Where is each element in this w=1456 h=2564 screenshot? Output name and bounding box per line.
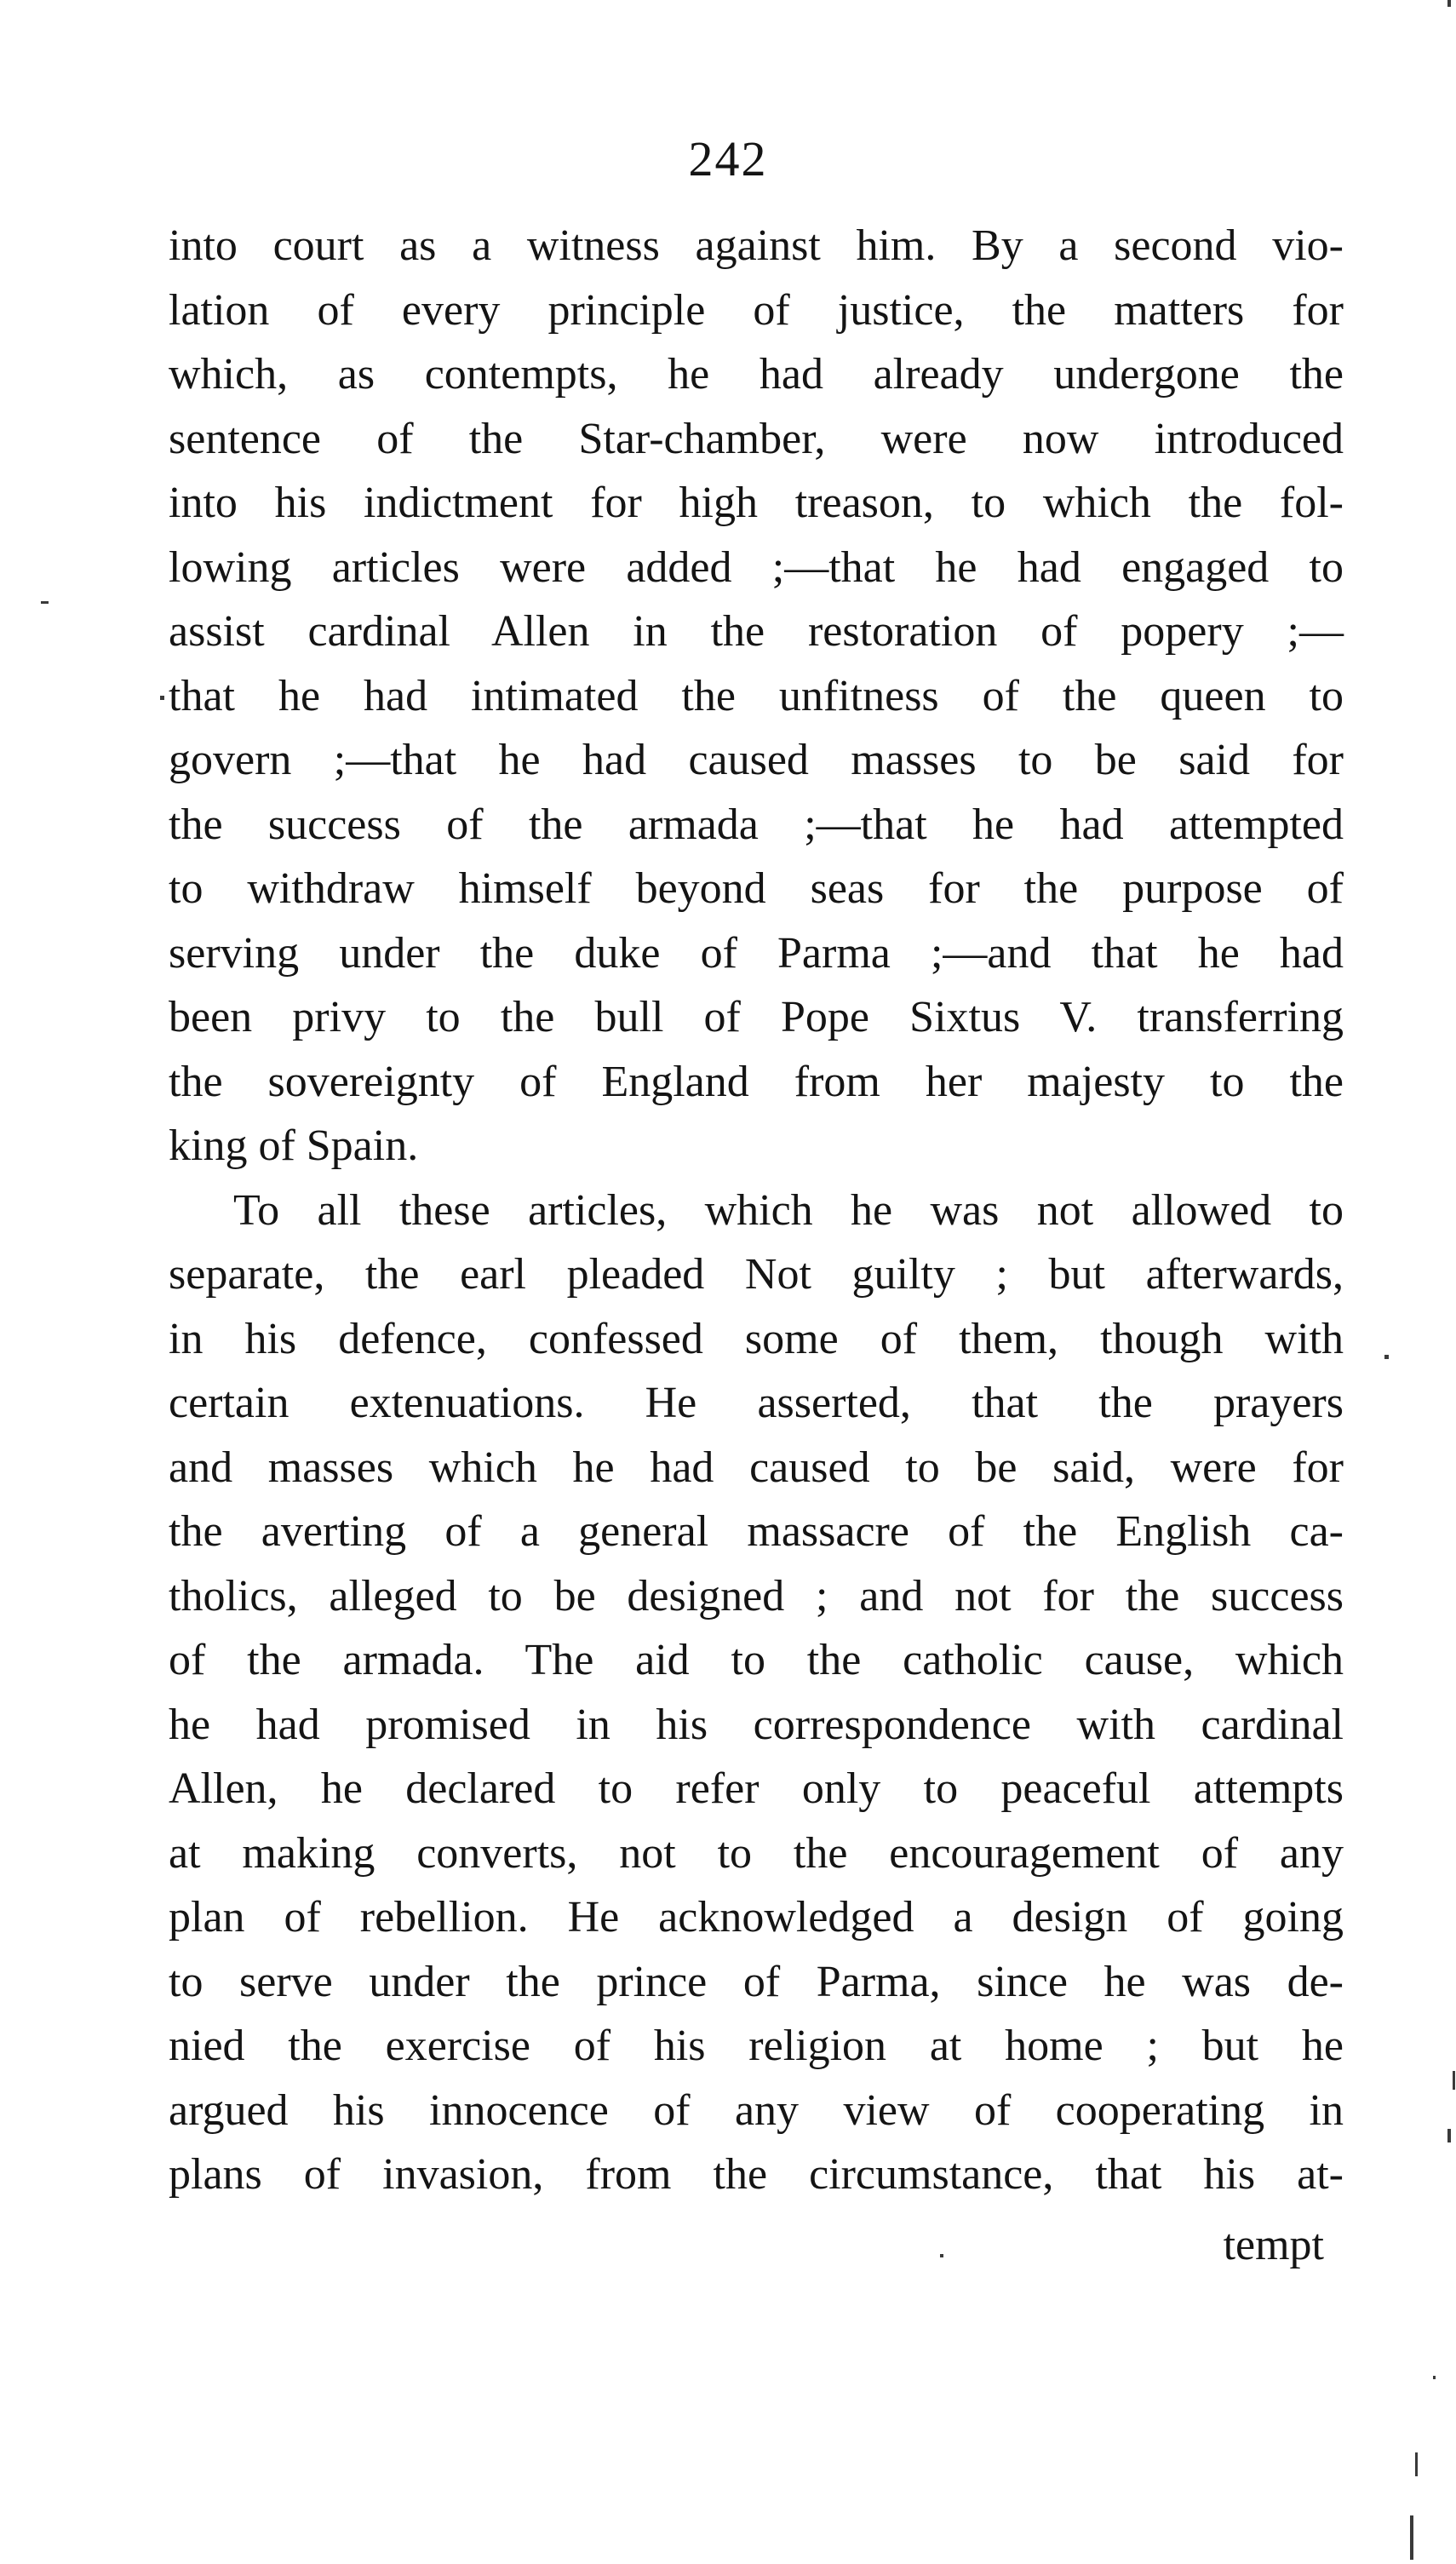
text-line: into his indictment for high treason, to which the fol- [169,479,1344,527]
catchword: tempt [1223,2221,1324,2269]
text-line: sentence of the Star-chamber, were now introduced [169,414,1344,463]
text-line: at making converts, not to the encouragement of any [169,1828,1344,1878]
text-line: to serve under the prince of Parma, since he was de- [169,1957,1344,2006]
paragraph-2 [169,1179,1344,2207]
text-line: the success of the armada ;—that he had attempted [169,800,1344,849]
scan-speck [1384,1355,1389,1359]
scan-speck [1447,0,1451,7]
text-line: that he had intimated the unfitness of the queen to [169,671,1344,720]
text-line: into court as a witness against him. By a second vio- [169,221,1344,270]
text-line: govern ;—that he had caused masses to be said for [169,736,1344,784]
scan-speck [1453,2071,1455,2090]
text-line: To all these articles, which he was not allowed to [233,1185,1344,1235]
scan-speck [1415,2452,1418,2476]
text-line: of the armada. The aid to the catholic cause, which [169,1636,1344,1684]
text-line: certain extenuations. He asserted, that the prayers [169,1379,1344,1427]
scan-speck [1410,2515,1413,2560]
text-line: argued his innocence of any view of cooperating in [169,2085,1344,2135]
text-line: Allen, he declared to refer only to peaceful attempts [169,1764,1344,1813]
scan-speck [1433,2376,1436,2379]
text-line: which, as contempts, he had already undergone the [169,350,1344,399]
text-line: lowing articles were added ;—that he had engaged to [169,542,1344,592]
scan-speck [41,601,49,604]
text-line: nied the exercise of his religion at home ; but he [169,2022,1344,2070]
text-line: been privy to the bull of Pope Sixtus V. transferring [169,993,1344,1041]
text-line: to withdraw himself beyond seas for the purpose of [169,864,1344,913]
scan-speck [160,696,164,700]
text-line: serving under the duke of Parma ;—and that he had [169,928,1344,978]
text-line: the averting of a general massacre of the English ca- [169,1507,1344,1556]
text-line: tholics, alleged to be designed ; and not for the success [169,1571,1344,1620]
paragraph-1 [169,214,1344,1179]
text-line: separate, the earl pleaded Not guilty ; but afterwards, [169,1250,1344,1299]
body-text [169,214,1344,2207]
scan-speck [940,2254,943,2257]
text-line: lation of every principle of justice, the matters for [169,285,1344,335]
text-line: plans of invasion, from the circumstance, that his at- [169,2150,1344,2199]
text-line: in his defence, confessed some of them, though with [169,1314,1344,1363]
scan-speck [1447,2129,1451,2142]
text-line: and masses which he had caused to be said, were for [169,1443,1344,1492]
page-number: 242 [688,131,768,186]
text-line: the sovereignty of England from her majesty to the [169,1057,1344,1106]
text-line: plan of rebellion. He acknowledged a design of going [169,1893,1344,1942]
text-line: king of Spain. [169,1121,419,1170]
text-line: he had promised in his correspondence with cardinal [169,1700,1344,1749]
text-line: assist cardinal Allen in the restoration of popery ;— [169,607,1344,656]
